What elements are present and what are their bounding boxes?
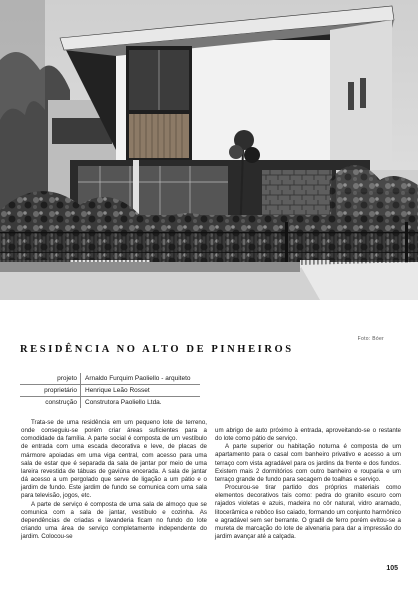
- credit-row-proprietario: [20, 385, 200, 397]
- credit-label: construção: [20, 397, 81, 408]
- paragraph: Trata-se de uma residência em um pequeno lote de terreno, onde conseguiu-se porém criar áreas suficientes para a comodidade da família. A parte social é composta de um vestíbulo de entrada com uma escada decorativa e leve, de placas de mármore apoiadas em uma viga central, com acesso para uma sala de estar que é separada da sala de jantar por meio de uma lareira revestida de tábuas de gaviúna encerada. A sala de jantar dá acesso a um pergolado que serve de ligação a um pátio e o jardim de fundo. Este jardim de fundo se comunica com uma sala para televisão, jogos, etc.: [21, 419, 207, 500]
- photo-credit: Foto: Bóer: [357, 336, 384, 342]
- paragraph: A parte superior ou habitação noturna é composta de um apartamento para o casal com banheiro privativo e acesso a um terraço com vista agradável para os jardins da frente e dos fundos. Existem mais 2 dormitórios com outro banheiro e rouparia e um terraço grande de fundo para secagem de toalhas e serviço.: [215, 443, 401, 483]
- paragraph: A parte de serviço é composta de uma sala de almoço que se comunica com a sala de jantar, vestíbulo e cozinha. As dependências de criadas e lavanderia ficam no fundo do lote criando uma área de serviço completamente independente do jardim. Colocou-se: [21, 500, 207, 541]
- credit-value: Henrique Leão Rosset: [85, 387, 150, 394]
- credit-value: Construtora Paoliello Ltda.: [85, 399, 162, 406]
- paragraph: Procurou-se tirar partido dos próprios materiais como elementos decorativos tais como: pedra do granito escuro com rajados violetas e azuis, madeira no côr natural, vidro aramado, litocerâmica e rebôco liso caiado, formando um conjunto harmônico e agradável sem ser berrante. O gradil de ferro porém evitou-se a mureta de marcação do lote de alvenaria para dar a impressão do jardim avançar até a calçada.: [215, 484, 401, 541]
- body-column-right: [215, 427, 401, 541]
- article-title: RESIDÊNCIA NO ALTO DE PINHEIROS: [20, 344, 294, 355]
- paragraph: um abrigo de auto próximo à entrada, aproveitando-se o restante do lote como pátio de serviço.: [215, 427, 401, 443]
- credit-label: proprietário: [20, 385, 81, 396]
- credit-value: Arnaldo Furquim Paoliello - arquiteto: [85, 375, 191, 382]
- credit-label: projeto: [20, 373, 81, 384]
- body-column-left: [21, 419, 207, 541]
- credit-row-projeto: [20, 373, 200, 385]
- page-number: 105: [386, 565, 398, 572]
- credit-row-construcao: [20, 397, 200, 408]
- project-credits-table: [20, 373, 200, 408]
